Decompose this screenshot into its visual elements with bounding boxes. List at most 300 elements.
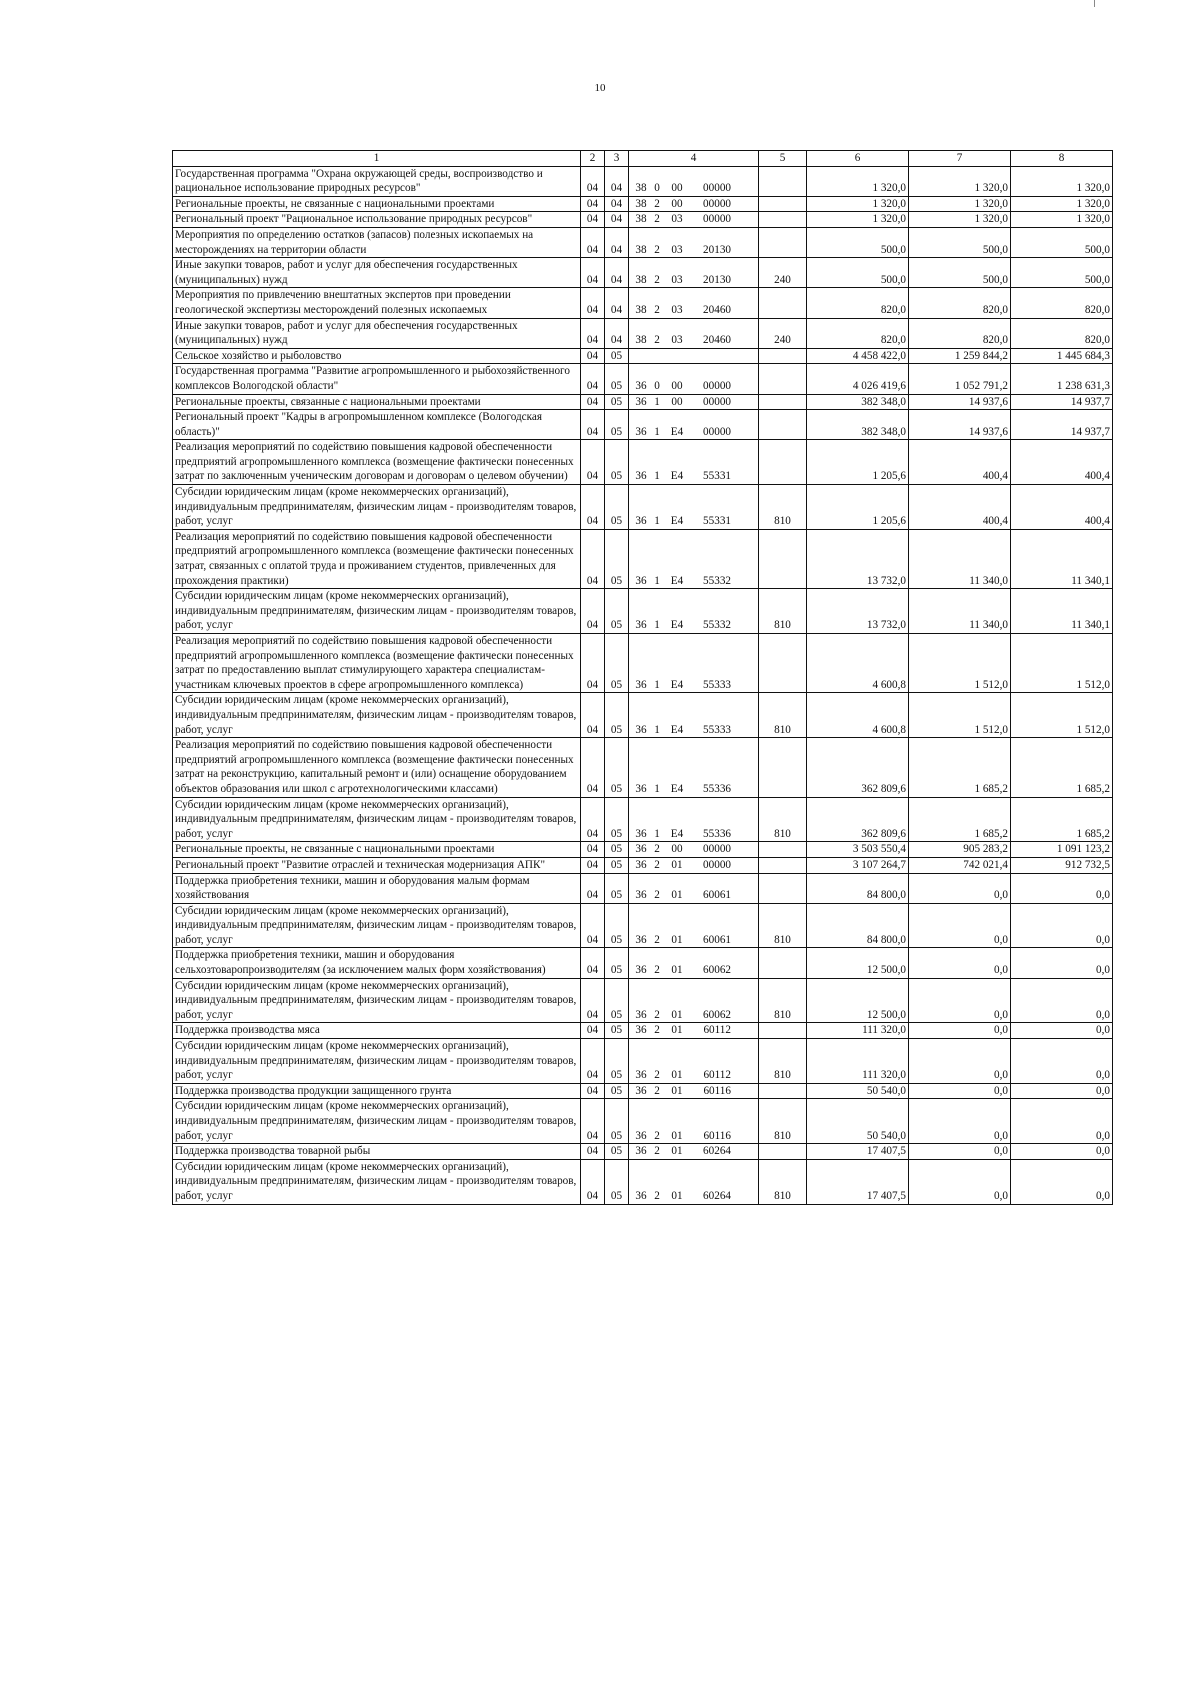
table-row (173, 212, 1113, 228)
table-row (173, 797, 1113, 842)
code-part-1: 36 (635, 515, 647, 528)
code-part-3: Е4 (670, 723, 684, 736)
code-part-1: 38 (635, 197, 647, 210)
amount-col7: 0,0 (909, 948, 1011, 978)
table-row (173, 857, 1113, 873)
table-row (173, 1159, 1113, 1204)
code-target-article (629, 978, 759, 1023)
code-part-3: 01 (671, 1069, 683, 1082)
row-name: Поддержка приобретения техники, машин и оборудования сельхозтоваропроизводителям (за исключением малых форм хозяйствования) (173, 948, 581, 978)
amount-col8: 1 091 123,2 (1011, 842, 1113, 858)
amount-col7: 0,0 (909, 1083, 1011, 1099)
row-name: Иные закупки товаров, работ и услуг для обеспечения государственных (муниципальных) нужд (173, 318, 581, 348)
code-subsection: 05 (605, 903, 629, 948)
amount-col6: 4 600,8 (807, 634, 909, 693)
code-part-4: 55331 (703, 470, 731, 483)
code-part-4: 60264 (703, 1189, 731, 1202)
code-part-2: 2 (654, 303, 660, 316)
code-target-article (629, 364, 759, 394)
page-edge-mark (1094, 0, 1095, 7)
code-part-1: 36 (635, 827, 647, 840)
code-subsection: 04 (605, 227, 629, 257)
row-name: Региональные проекты, не связанные с национальными проектами (173, 842, 581, 858)
table-row (173, 410, 1113, 440)
code-part-4: 55333 (703, 678, 731, 691)
table-row (173, 1099, 1113, 1144)
code-expense-type (759, 948, 807, 978)
code-subsection: 05 (605, 797, 629, 842)
code-part-1: 36 (635, 933, 647, 946)
row-name: Реализация мероприятий по содействию повышения кадровой обеспеченности предприятий агропромышленного комплекса (возмещение фактически понесенных затрат на реконструкцию, капитальный ремонт и (или) оснащение оборудованием объектов образования или школ с агротехнологическими классами) (173, 738, 581, 797)
code-part-4: 60264 (703, 1145, 731, 1158)
code-section: 04 (581, 1144, 605, 1160)
code-part-2: 1 (654, 678, 660, 691)
code-expense-type: 810 (759, 1099, 807, 1144)
code-expense-type (759, 196, 807, 212)
code-part-2: 2 (654, 334, 660, 347)
code-subsection: 05 (605, 1099, 629, 1144)
code-subsection: 05 (605, 1023, 629, 1039)
code-target-article (629, 1039, 759, 1084)
amount-col8: 0,0 (1011, 1039, 1113, 1084)
amount-col8: 11 340,1 (1011, 589, 1113, 634)
code-section: 04 (581, 948, 605, 978)
code-part-2: 1 (654, 515, 660, 528)
code-part-4: 20460 (703, 334, 731, 347)
code-part-2: 1 (654, 395, 660, 408)
code-part-1: 36 (635, 1084, 647, 1097)
row-name: Субсидии юридическим лицам (кроме некоммерческих организаций), индивидуальным предпринимателям, физическим лицам - производителям товаров, работ, услуг (173, 978, 581, 1023)
code-section: 04 (581, 857, 605, 873)
code-expense-type (759, 842, 807, 858)
code-expense-type: 810 (759, 1159, 807, 1204)
amount-col8: 400,4 (1011, 485, 1113, 530)
code-expense-type (759, 212, 807, 228)
amount-col7: 1 512,0 (909, 634, 1011, 693)
code-subsection: 04 (605, 212, 629, 228)
code-section: 04 (581, 440, 605, 485)
amount-col7: 11 340,0 (909, 529, 1011, 588)
code-expense-type (759, 166, 807, 196)
amount-col8: 0,0 (1011, 978, 1113, 1023)
amount-col6: 3 107 264,7 (807, 857, 909, 873)
amount-col6: 1 320,0 (807, 166, 909, 196)
code-part-1: 36 (635, 1008, 647, 1021)
code-part-4: 00000 (703, 197, 731, 210)
table-row (173, 903, 1113, 948)
code-part-1: 38 (635, 334, 647, 347)
code-part-3: Е4 (670, 470, 684, 483)
code-part-4: 60112 (703, 1069, 731, 1082)
row-name: Субсидии юридическим лицам (кроме некоммерческих организаций), индивидуальным предпринимателям, физическим лицам - производителям товаров, работ, услуг (173, 1099, 581, 1144)
code-expense-type (759, 873, 807, 903)
amount-col7: 0,0 (909, 1039, 1011, 1084)
code-target-article (629, 797, 759, 842)
code-section: 04 (581, 485, 605, 530)
code-part-3: 03 (671, 273, 683, 286)
table-row (173, 634, 1113, 693)
amount-col7: 400,4 (909, 485, 1011, 530)
table-row (173, 1083, 1113, 1099)
row-name: Региональный проект "Кадры в агропромышленном комплексе (Вологодская область)" (173, 410, 581, 440)
code-part-4: 00000 (703, 213, 731, 226)
code-expense-type (759, 394, 807, 410)
code-part-3: 01 (671, 964, 683, 977)
code-part-4: 55332 (703, 619, 731, 632)
amount-col6: 50 540,0 (807, 1083, 909, 1099)
row-name: Государственная программа "Охрана окружающей среды, воспроизводство и рациональное использование природных ресурсов" (173, 166, 581, 196)
table-row (173, 485, 1113, 530)
code-subsection: 05 (605, 948, 629, 978)
table-row (173, 166, 1113, 196)
code-target-article (629, 1159, 759, 1204)
code-part-3: Е4 (670, 515, 684, 528)
amount-col7: 500,0 (909, 227, 1011, 257)
table-row (173, 1144, 1113, 1160)
amount-col7: 0,0 (909, 978, 1011, 1023)
code-part-2: 2 (654, 964, 660, 977)
amount-col8: 820,0 (1011, 318, 1113, 348)
code-section: 04 (581, 196, 605, 212)
code-subsection: 05 (605, 693, 629, 738)
code-section: 04 (581, 1099, 605, 1144)
code-part-4: 55331 (703, 515, 731, 528)
amount-col7: 1 320,0 (909, 166, 1011, 196)
code-part-4: 60061 (703, 889, 731, 902)
code-section: 04 (581, 1023, 605, 1039)
code-part-2: 2 (654, 243, 660, 256)
row-name: Субсидии юридическим лицам (кроме некоммерческих организаций), индивидуальным предпринимателям, физическим лицам - производителям товаров, работ, услуг (173, 693, 581, 738)
amount-col8: 0,0 (1011, 1099, 1113, 1144)
code-expense-type: 810 (759, 693, 807, 738)
code-part-1: 36 (635, 889, 647, 902)
code-part-2: 1 (654, 619, 660, 632)
amount-col7: 1 259 844,2 (909, 348, 1011, 364)
code-part-1: 38 (635, 273, 647, 286)
amount-col6: 50 540,0 (807, 1099, 909, 1144)
row-name: Сельское хозяйство и рыболовство (173, 348, 581, 364)
code-target-article (629, 903, 759, 948)
code-part-1: 36 (635, 1069, 647, 1082)
code-section: 04 (581, 529, 605, 588)
amount-col6: 4 026 419,6 (807, 364, 909, 394)
amount-col6: 382 348,0 (807, 394, 909, 410)
amount-col8: 14 937,7 (1011, 410, 1113, 440)
code-part-1: 36 (635, 843, 647, 856)
amount-col6: 111 320,0 (807, 1023, 909, 1039)
code-expense-type (759, 1144, 807, 1160)
code-part-3: 03 (671, 303, 683, 316)
code-subsection: 04 (605, 196, 629, 212)
code-part-3: 00 (671, 395, 683, 408)
code-target-article (629, 440, 759, 485)
table-row (173, 529, 1113, 588)
code-subsection: 05 (605, 857, 629, 873)
code-part-3: 01 (671, 858, 683, 871)
row-name: Государственная программа "Развитие агропромышленного и рыбохозяйственного комплексов Вологодской области" (173, 364, 581, 394)
code-part-1: 38 (635, 182, 647, 195)
code-section: 04 (581, 258, 605, 288)
code-subsection: 05 (605, 873, 629, 903)
table-row (173, 394, 1113, 410)
code-part-3: 01 (671, 1145, 683, 1158)
code-part-4: 60062 (703, 1008, 731, 1021)
amount-col7: 14 937,6 (909, 394, 1011, 410)
code-expense-type (759, 857, 807, 873)
code-target-article (629, 196, 759, 212)
budget-table-body (173, 166, 1113, 1204)
code-part-2: 2 (654, 1069, 660, 1082)
code-section: 04 (581, 693, 605, 738)
code-part-2: 1 (654, 425, 660, 438)
code-part-1: 36 (635, 1129, 647, 1142)
amount-col6: 4 600,8 (807, 693, 909, 738)
code-subsection: 05 (605, 364, 629, 394)
code-target-article (629, 485, 759, 530)
code-section: 04 (581, 394, 605, 410)
column-header-1: 1 (173, 151, 581, 167)
code-subsection: 05 (605, 738, 629, 797)
code-expense-type (759, 738, 807, 797)
code-part-3: 01 (671, 1008, 683, 1021)
code-part-1: 38 (635, 243, 647, 256)
amount-col7: 742 021,4 (909, 857, 1011, 873)
code-section: 04 (581, 1083, 605, 1099)
code-part-2: 2 (654, 1008, 660, 1021)
code-expense-type (759, 1083, 807, 1099)
code-part-1: 36 (635, 379, 647, 392)
code-subsection: 04 (605, 288, 629, 318)
amount-col7: 905 283,2 (909, 842, 1011, 858)
code-expense-type (759, 1023, 807, 1039)
budget-table (172, 150, 1113, 1205)
amount-col6: 500,0 (807, 258, 909, 288)
code-part-4: 00000 (703, 843, 731, 856)
amount-col8: 1 512,0 (1011, 693, 1113, 738)
amount-col8: 0,0 (1011, 948, 1113, 978)
amount-col8: 1 685,2 (1011, 797, 1113, 842)
code-part-2: 1 (654, 723, 660, 736)
code-part-1: 36 (635, 574, 647, 587)
code-section: 04 (581, 797, 605, 842)
code-target-article (629, 693, 759, 738)
amount-col8: 0,0 (1011, 1083, 1113, 1099)
code-part-4: 00000 (703, 379, 731, 392)
amount-col8: 912 732,5 (1011, 857, 1113, 873)
amount-col7: 1 320,0 (909, 196, 1011, 212)
code-part-4: 55336 (703, 782, 731, 795)
code-part-4: 20130 (703, 273, 731, 286)
code-part-2: 1 (654, 470, 660, 483)
row-name: Поддержка производства продукции защищенного грунта (173, 1083, 581, 1099)
amount-col8: 1 512,0 (1011, 634, 1113, 693)
table-row (173, 440, 1113, 485)
code-part-3: Е4 (670, 827, 684, 840)
code-part-4: 00000 (703, 182, 731, 195)
code-section: 04 (581, 903, 605, 948)
code-part-4: 60112 (703, 1024, 731, 1037)
code-subsection: 04 (605, 166, 629, 196)
amount-col6: 84 800,0 (807, 903, 909, 948)
row-name: Реализация мероприятий по содействию повышения кадровой обеспеченности предприятий агропромышленного комплекса (возмещение фактически понесенных затрат по заключенным ученическим договорам и договорам о целевом обучении) (173, 440, 581, 485)
code-section: 04 (581, 364, 605, 394)
row-name: Региональные проекты, не связанные с национальными проектами (173, 196, 581, 212)
code-target-article (629, 634, 759, 693)
table-row (173, 873, 1113, 903)
column-number-row (173, 151, 1113, 167)
code-part-2: 2 (654, 273, 660, 286)
amount-col7: 820,0 (909, 318, 1011, 348)
table-row (173, 227, 1113, 257)
code-expense-type: 810 (759, 1039, 807, 1084)
code-target-article (629, 842, 759, 858)
code-subsection: 04 (605, 258, 629, 288)
table-row (173, 978, 1113, 1023)
amount-col6: 4 458 422,0 (807, 348, 909, 364)
code-subsection: 05 (605, 440, 629, 485)
code-subsection: 05 (605, 1159, 629, 1204)
code-part-4: 60061 (703, 933, 731, 946)
amount-col8: 0,0 (1011, 1023, 1113, 1039)
amount-col8: 500,0 (1011, 227, 1113, 257)
code-part-1: 36 (635, 1024, 647, 1037)
amount-col7: 1 685,2 (909, 738, 1011, 797)
row-name: Субсидии юридическим лицам (кроме некоммерческих организаций), индивидуальным предпринимателям, физическим лицам - производителям товаров, работ, услуг (173, 797, 581, 842)
amount-col7: 11 340,0 (909, 589, 1011, 634)
code-part-2: 1 (654, 782, 660, 795)
code-part-1: 36 (635, 782, 647, 795)
code-part-4: 20130 (703, 243, 731, 256)
code-subsection: 05 (605, 1039, 629, 1084)
amount-col6: 1 205,6 (807, 485, 909, 530)
code-part-3: 00 (671, 379, 683, 392)
code-subsection: 05 (605, 485, 629, 530)
code-part-4: 00000 (703, 425, 731, 438)
amount-col6: 362 809,6 (807, 797, 909, 842)
amount-col8: 0,0 (1011, 1144, 1113, 1160)
amount-col8: 1 445 684,3 (1011, 348, 1113, 364)
amount-col6: 17 407,5 (807, 1144, 909, 1160)
amount-col7: 0,0 (909, 1023, 1011, 1039)
code-target-article (629, 948, 759, 978)
code-section: 04 (581, 589, 605, 634)
row-name: Региональный проект "Развитие отраслей и техническая модернизация АПК" (173, 857, 581, 873)
row-name: Поддержка производства мяса (173, 1023, 581, 1039)
code-subsection: 04 (605, 318, 629, 348)
code-part-4: 00000 (703, 395, 731, 408)
amount-col7: 0,0 (909, 1099, 1011, 1144)
amount-col8: 1 320,0 (1011, 196, 1113, 212)
amount-col6: 1 205,6 (807, 440, 909, 485)
column-header-8: 8 (1011, 151, 1113, 167)
code-part-2: 2 (654, 1024, 660, 1037)
amount-col7: 0,0 (909, 903, 1011, 948)
code-part-2: 2 (654, 1084, 660, 1097)
code-target-article (629, 857, 759, 873)
code-part-4: 20460 (703, 303, 731, 316)
code-part-1: 36 (635, 619, 647, 632)
row-name: Реализация мероприятий по содействию повышения кадровой обеспеченности предприятий агропромышленного комплекса (возмещение фактически понесенных затрат, связанных с оплатой труда и проживанием студентов, привлеченных для прохождения практики) (173, 529, 581, 588)
code-part-4: 60116 (703, 1084, 731, 1097)
code-expense-type (759, 227, 807, 257)
code-part-1: 38 (635, 213, 647, 226)
table-row (173, 364, 1113, 394)
code-subsection: 05 (605, 348, 629, 364)
row-name: Субсидии юридическим лицам (кроме некоммерческих организаций), индивидуальным предпринимателям, физическим лицам - производителям товаров, работ, услуг (173, 1159, 581, 1204)
amount-col8: 0,0 (1011, 1159, 1113, 1204)
code-part-2: 2 (654, 1129, 660, 1142)
code-part-1: 36 (635, 964, 647, 977)
code-part-1: 36 (635, 470, 647, 483)
amount-col7: 1 512,0 (909, 693, 1011, 738)
code-subsection: 05 (605, 529, 629, 588)
code-target-article (629, 227, 759, 257)
amount-col6: 13 732,0 (807, 529, 909, 588)
code-part-4: 60062 (703, 964, 731, 977)
code-subsection: 05 (605, 1083, 629, 1099)
table-row (173, 288, 1113, 318)
code-part-3: 01 (671, 1024, 683, 1037)
code-subsection: 05 (605, 1144, 629, 1160)
code-target-article (629, 873, 759, 903)
row-name: Мероприятия по привлечению внештатных экспертов при проведении геологической экспертизы месторождений полезных ископаемых (173, 288, 581, 318)
column-header-4: 4 (629, 151, 759, 167)
amount-col6: 820,0 (807, 318, 909, 348)
code-expense-type: 810 (759, 485, 807, 530)
amount-col6: 1 320,0 (807, 196, 909, 212)
code-part-3: 03 (671, 243, 683, 256)
code-part-2: 2 (654, 858, 660, 871)
amount-col8: 0,0 (1011, 903, 1113, 948)
code-subsection: 05 (605, 634, 629, 693)
amount-col8: 0,0 (1011, 873, 1113, 903)
code-part-2: 1 (654, 574, 660, 587)
table-row (173, 318, 1113, 348)
code-expense-type (759, 288, 807, 318)
amount-col8: 1 320,0 (1011, 212, 1113, 228)
code-expense-type: 240 (759, 258, 807, 288)
code-target-article (629, 166, 759, 196)
table-row (173, 738, 1113, 797)
code-section: 04 (581, 318, 605, 348)
code-target-article (629, 288, 759, 318)
amount-col6: 820,0 (807, 288, 909, 318)
code-part-2: 1 (654, 827, 660, 840)
amount-col6: 362 809,6 (807, 738, 909, 797)
code-section: 04 (581, 842, 605, 858)
amount-col6: 13 732,0 (807, 589, 909, 634)
code-part-2: 0 (654, 182, 660, 195)
code-part-2: 2 (654, 889, 660, 902)
code-expense-type: 240 (759, 318, 807, 348)
column-header-6: 6 (807, 151, 909, 167)
amount-col8: 11 340,1 (1011, 529, 1113, 588)
code-target-article (629, 589, 759, 634)
row-name: Региональный проект "Рациональное использование природных ресурсов" (173, 212, 581, 228)
code-part-2: 2 (654, 933, 660, 946)
code-target-article (629, 348, 759, 364)
row-name: Реализация мероприятий по содействию повышения кадровой обеспеченности предприятий агропромышленного комплекса (возмещение фактически понесенных затрат по предоставлению выплат стимулирующего характера специалистам-участникам ключевых проектов в сфере агропромышленного комплекса) (173, 634, 581, 693)
amount-col6: 84 800,0 (807, 873, 909, 903)
table-row (173, 1023, 1113, 1039)
code-section: 04 (581, 1039, 605, 1084)
amount-col7: 0,0 (909, 873, 1011, 903)
code-part-2: 2 (654, 213, 660, 226)
column-header-2: 2 (581, 151, 605, 167)
code-part-3: Е4 (670, 782, 684, 795)
code-part-3: 03 (671, 334, 683, 347)
code-part-1: 38 (635, 303, 647, 316)
